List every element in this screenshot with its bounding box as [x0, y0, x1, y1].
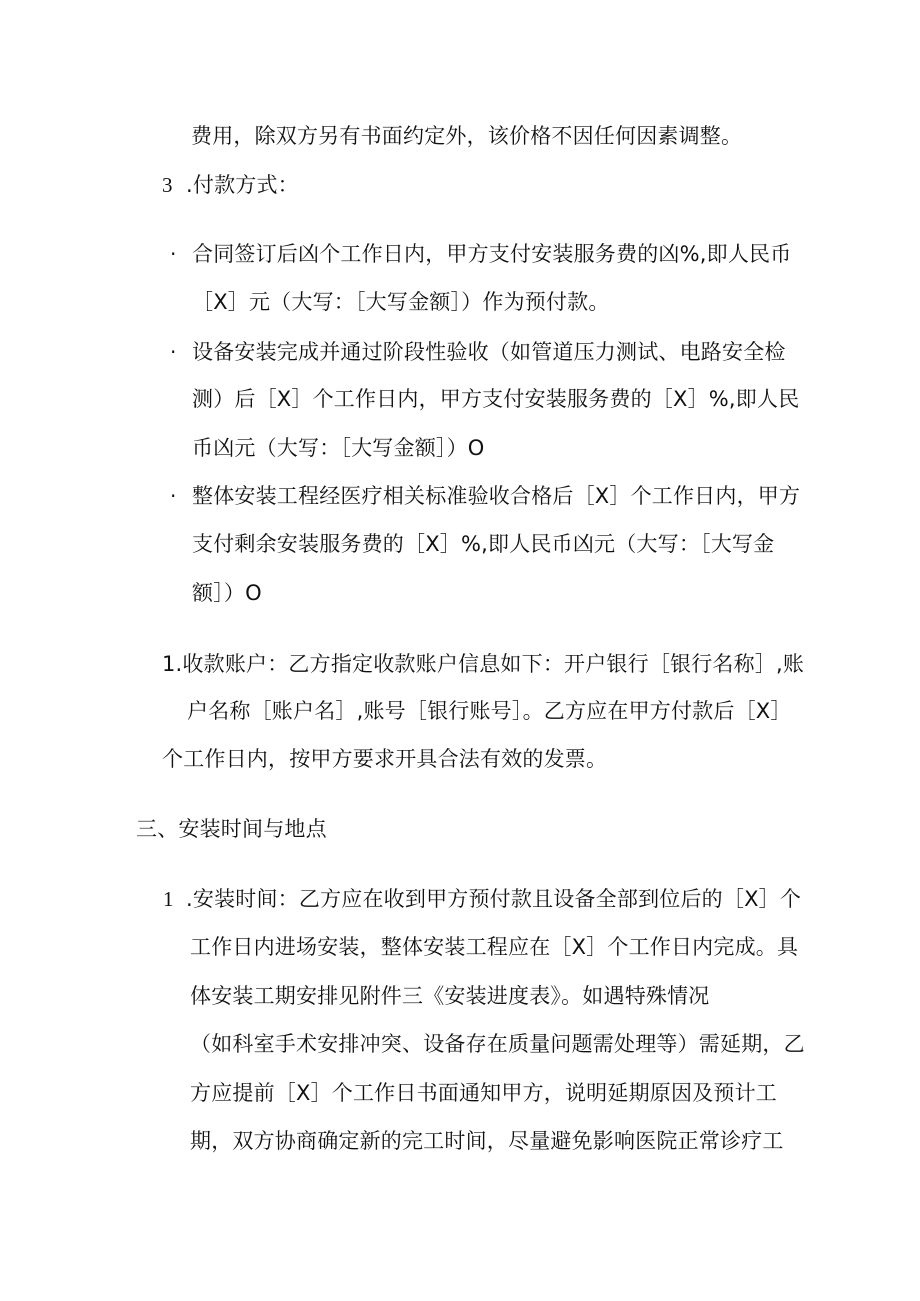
- bullet-icon: ·: [170, 340, 177, 364]
- payment-method-title: .付款方式：: [186, 173, 299, 197]
- bullet-icon: ·: [170, 484, 177, 508]
- payment-item-1-line-1: 合同签订后凶个工作日内，甲方支付安装服务费的凶%,即人民币: [192, 242, 792, 266]
- payment-method-number: 3: [162, 173, 173, 197]
- install-time-line-2: 工作日内进场安装，整体安装工程应在［X］个工作日内完成。具: [190, 935, 799, 959]
- account-clause-line-3: 个工作日内，按甲方要求开具合法有效的发票。: [162, 747, 608, 771]
- payment-item-2-line-3: 币凶元（大写：［大写金额］）O: [192, 436, 485, 460]
- install-time-line-4: （如科室手术安排冲突、设备存在质量问题需处理等）需延期，乙: [190, 1032, 805, 1056]
- payment-item-2-line-1: 设备安装完成并通过阶段性验收（如管道压力测试、电路安全检: [192, 340, 786, 364]
- continuation-text: 费用，除双方另有书面约定外，该价格不因任何因素调整。: [191, 124, 743, 148]
- account-clause-line-1: 1.收款账户：乙方指定收款账户信息如下：开户银行［银行名称］,账: [162, 652, 805, 676]
- install-time-line-6: 期，双方协商确定新的完工时间，尽量避免影响医院正常诊疗工: [190, 1129, 784, 1153]
- payment-item-2-line-2: 测）后［X］个工作日内，甲方支付安装服务费的［X］%,即人民: [192, 387, 800, 411]
- payment-item-1-line-2: ［X］元（大写：［大写金额］）作为预付款。: [192, 290, 610, 314]
- payment-item-3-line-3: 额］）O: [192, 581, 262, 605]
- install-time-number: 1: [163, 887, 174, 911]
- payment-item-3-line-1: 整体安装工程经医疗相关标准验收合格后［X］个工作日内，甲方: [192, 484, 801, 508]
- bullet-icon: ·: [170, 242, 177, 266]
- install-time-line-1: .安装时间：乙方应在收到甲方预付款且设备全部到位后的［X］个: [186, 887, 802, 911]
- payment-item-3-line-2: 支付剩余安装服务费的［X］%,即人民币凶元（大写：［大写金: [192, 532, 775, 556]
- account-clause-line-2: 户名称［账户名］,账号［银行账号］。乙方应在甲方付款后［X］: [187, 699, 792, 723]
- install-time-line-5: 方应提前［X］个工作日书面通知甲方，说明延期原因及预计工: [190, 1081, 777, 1105]
- install-time-line-3: 体安装工期安排见附件三《安装进度表》。如遇特殊情况: [190, 984, 710, 1008]
- section-three-title: 三、安装时间与地点: [136, 817, 327, 841]
